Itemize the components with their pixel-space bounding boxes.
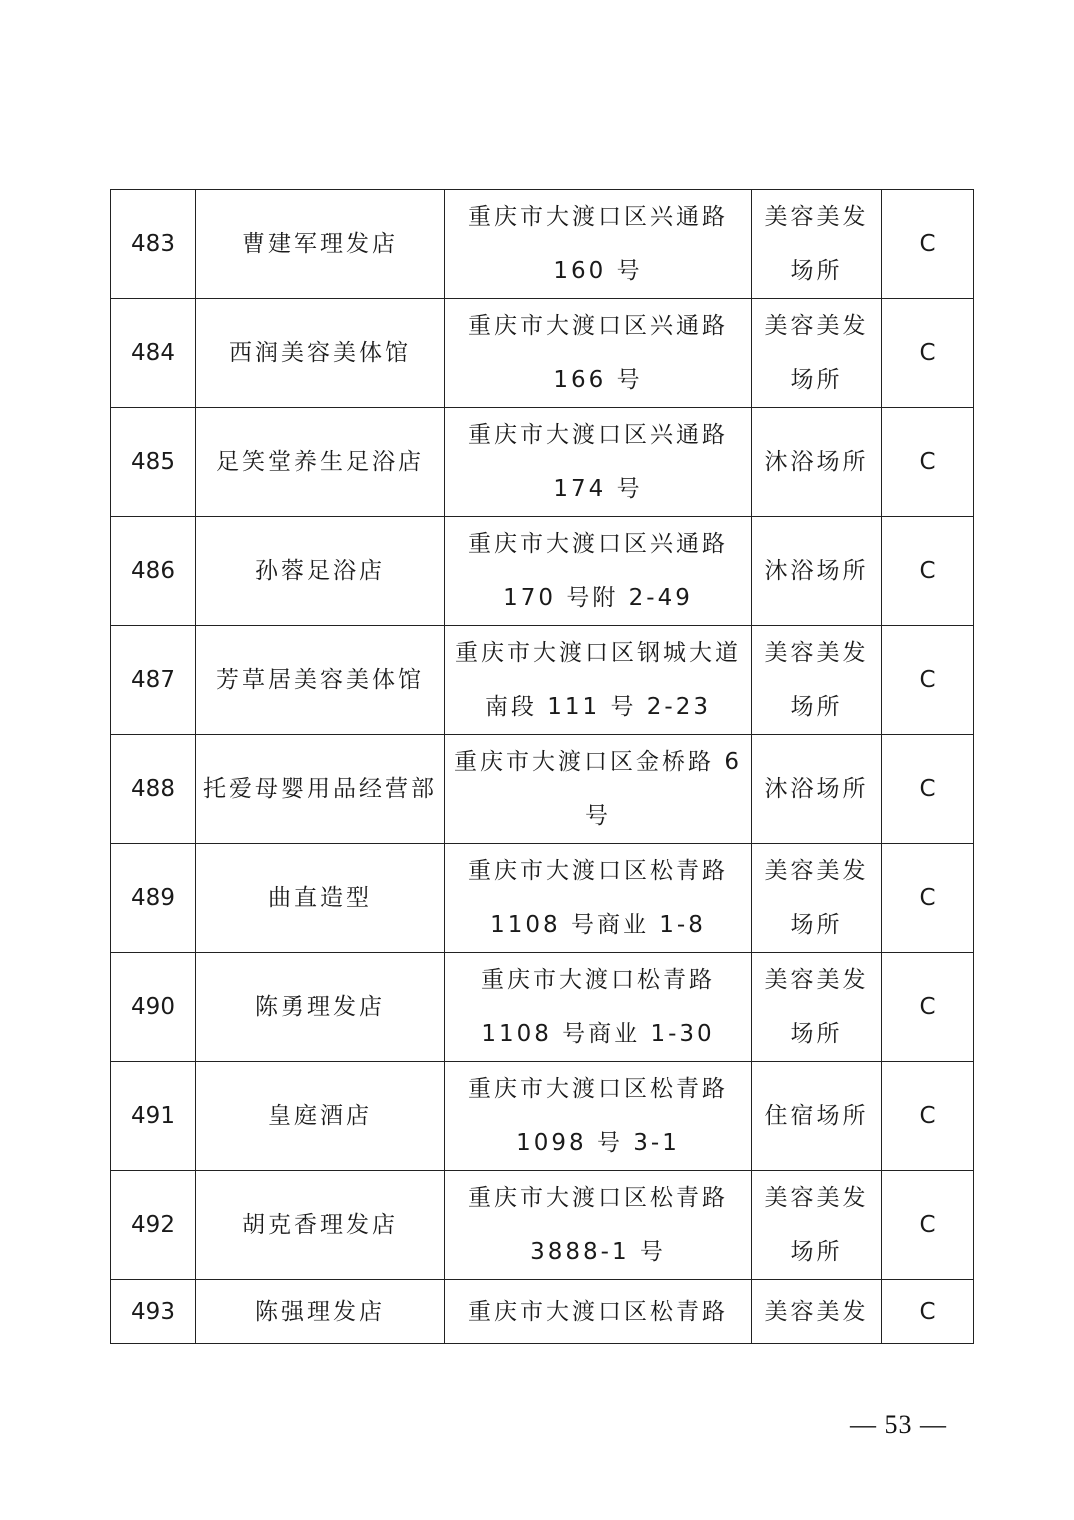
row-number-text: 487 [131, 667, 175, 693]
business-type-text: 美容美发 [764, 640, 869, 666]
business-address-text: 170 号附 2-49 [503, 585, 693, 611]
table-row [111, 953, 974, 1062]
business-type [752, 299, 882, 408]
business-type [752, 953, 882, 1062]
business-address-text: 重庆市大渡口区兴通路 [468, 313, 728, 339]
table-row [111, 408, 974, 517]
business-address-text: 重庆市大渡口区松青路 [468, 858, 728, 884]
row-number [111, 735, 196, 844]
rating-grade [882, 517, 974, 626]
business-address [445, 190, 752, 299]
table-row [111, 626, 974, 735]
business-address [445, 517, 752, 626]
business-name-text: 足笑堂养生足浴店 [216, 449, 424, 475]
business-name [196, 190, 445, 299]
business-name-text: 西润美容美体馆 [229, 340, 411, 366]
row-number [111, 299, 196, 408]
business-name-text: 皇庭酒店 [268, 1103, 372, 1129]
business-address-text: 3888-1 号 [530, 1239, 666, 1265]
business-address-text: 重庆市大渡口区钢城大道 [455, 640, 741, 666]
row-number-text: 490 [131, 994, 175, 1020]
business-address-text: 重庆市大渡口区兴通路 [468, 531, 728, 557]
rating-grade [882, 190, 974, 299]
business-type [752, 626, 882, 735]
business-name-text: 陈勇理发店 [255, 994, 385, 1020]
row-number [111, 953, 196, 1062]
row-number-text: 492 [131, 1212, 175, 1238]
rating-grade [882, 953, 974, 1062]
page-number: — 53 — [850, 1410, 947, 1439]
business-address [445, 1280, 752, 1344]
table-row [111, 1062, 974, 1171]
business-type-text: 场所 [790, 912, 843, 938]
row-number [111, 408, 196, 517]
business-type-text: 美容美发 [764, 204, 869, 230]
business-address-text: 重庆市大渡口区松青路 [468, 1185, 728, 1211]
rating-grade [882, 626, 974, 735]
business-address-text: 160 号 [553, 258, 643, 284]
row-number [111, 517, 196, 626]
business-type-text: 美容美发 [764, 967, 869, 993]
business-name-text: 胡克香理发店 [242, 1212, 398, 1238]
table-row [111, 844, 974, 953]
row-number-text: 488 [131, 776, 175, 802]
business-name [196, 1280, 445, 1344]
business-type-text: 美容美发 [764, 1298, 869, 1325]
rating-grade [882, 299, 974, 408]
business-type-text: 场所 [790, 1021, 843, 1047]
rating-grade-text: C [919, 231, 936, 257]
business-type [752, 190, 882, 299]
rating-grade-text: C [919, 994, 936, 1020]
business-address-text: 174 号 [553, 476, 643, 502]
business-name [196, 299, 445, 408]
business-name [196, 1171, 445, 1280]
business-address [445, 844, 752, 953]
row-number [111, 190, 196, 299]
business-type-text: 住宿场所 [764, 1103, 869, 1129]
business-type [752, 735, 882, 844]
rating-grade [882, 408, 974, 517]
row-number-text: 489 [131, 885, 175, 911]
business-address [445, 1171, 752, 1280]
business-address [445, 1062, 752, 1171]
business-address [445, 735, 752, 844]
business-type-text: 沐浴场所 [764, 449, 869, 475]
business-name [196, 953, 445, 1062]
row-number [111, 1062, 196, 1171]
table-row [111, 1280, 974, 1344]
business-name [196, 1062, 445, 1171]
business-type-text: 场所 [790, 1239, 843, 1265]
rating-grade-text: C [919, 1103, 936, 1129]
business-name-text: 孙蓉足浴店 [255, 558, 385, 584]
business-type [752, 1062, 882, 1171]
business-name-text: 托爱母婴用品经营部 [203, 776, 437, 802]
business-address [445, 408, 752, 517]
business-name-text: 芳草居美容美体馆 [216, 667, 424, 693]
business-address [445, 953, 752, 1062]
row-number [111, 626, 196, 735]
business-table [110, 189, 974, 1344]
business-type-text: 场所 [790, 258, 843, 284]
rating-grade-text: C [919, 340, 936, 366]
business-name-text: 曲直造型 [268, 885, 372, 911]
rating-grade [882, 844, 974, 953]
table-row [111, 299, 974, 408]
rating-grade [882, 735, 974, 844]
row-number-text: 485 [131, 449, 175, 475]
rating-grade [882, 1280, 974, 1344]
rating-grade-text: C [919, 776, 936, 802]
business-type-text: 美容美发 [764, 858, 869, 884]
rating-grade-text: C [919, 558, 936, 584]
business-name-text: 陈强理发店 [255, 1298, 385, 1325]
row-number-text: 484 [131, 340, 175, 366]
business-address [445, 299, 752, 408]
business-type-text: 场所 [790, 367, 843, 393]
business-address-text: 1098 号 3-1 [516, 1130, 680, 1156]
business-name [196, 844, 445, 953]
business-address [445, 626, 752, 735]
business-type [752, 1280, 882, 1344]
business-address-text: 重庆市大渡口区松青路 [468, 1298, 728, 1325]
table-row [111, 735, 974, 844]
table-row [111, 190, 974, 299]
business-type [752, 517, 882, 626]
business-name [196, 408, 445, 517]
business-address-text: 1108 号商业 1-8 [490, 912, 706, 938]
business-type-text: 场所 [790, 694, 843, 720]
business-address-text: 号 [585, 803, 611, 829]
business-name-text: 曹建军理发店 [242, 231, 398, 257]
rating-grade-text: C [919, 1212, 936, 1238]
business-type-text: 美容美发 [764, 1185, 869, 1211]
business-address-text: 重庆市大渡口区金桥路 6 [454, 749, 742, 775]
rating-grade-text: C [919, 667, 936, 693]
row-number [111, 1280, 196, 1344]
business-address-text: 南段 111 号 2-23 [484, 694, 712, 720]
business-address-text: 重庆市大渡口区兴通路 [468, 422, 728, 448]
business-address-text: 重庆市大渡口区松青路 [468, 1076, 728, 1102]
business-name [196, 735, 445, 844]
business-address-text: 1108 号商业 1-30 [481, 1021, 715, 1047]
row-number [111, 1171, 196, 1280]
business-type [752, 408, 882, 517]
rating-grade-text: C [919, 449, 936, 475]
rating-grade [882, 1062, 974, 1171]
business-type-text: 沐浴场所 [764, 776, 869, 802]
rating-grade-text: C [919, 885, 936, 911]
business-address-text: 166 号 [553, 367, 643, 393]
business-type [752, 844, 882, 953]
table-row [111, 517, 974, 626]
row-number-text: 486 [131, 558, 175, 584]
row-number-text: 483 [131, 231, 175, 257]
business-address-text: 重庆市大渡口区兴通路 [468, 204, 728, 230]
row-number-text: 491 [131, 1103, 175, 1129]
rating-grade [882, 1171, 974, 1280]
table-row [111, 1171, 974, 1280]
business-address-text: 重庆市大渡口松青路 [481, 967, 715, 993]
table-body [111, 190, 974, 1344]
business-type-text: 美容美发 [764, 313, 869, 339]
business-type-text: 沐浴场所 [764, 558, 869, 584]
business-name [196, 517, 445, 626]
row-number [111, 844, 196, 953]
business-name [196, 626, 445, 735]
business-type [752, 1171, 882, 1280]
rating-grade-text: C [919, 1298, 936, 1325]
row-number-text: 493 [131, 1298, 175, 1325]
